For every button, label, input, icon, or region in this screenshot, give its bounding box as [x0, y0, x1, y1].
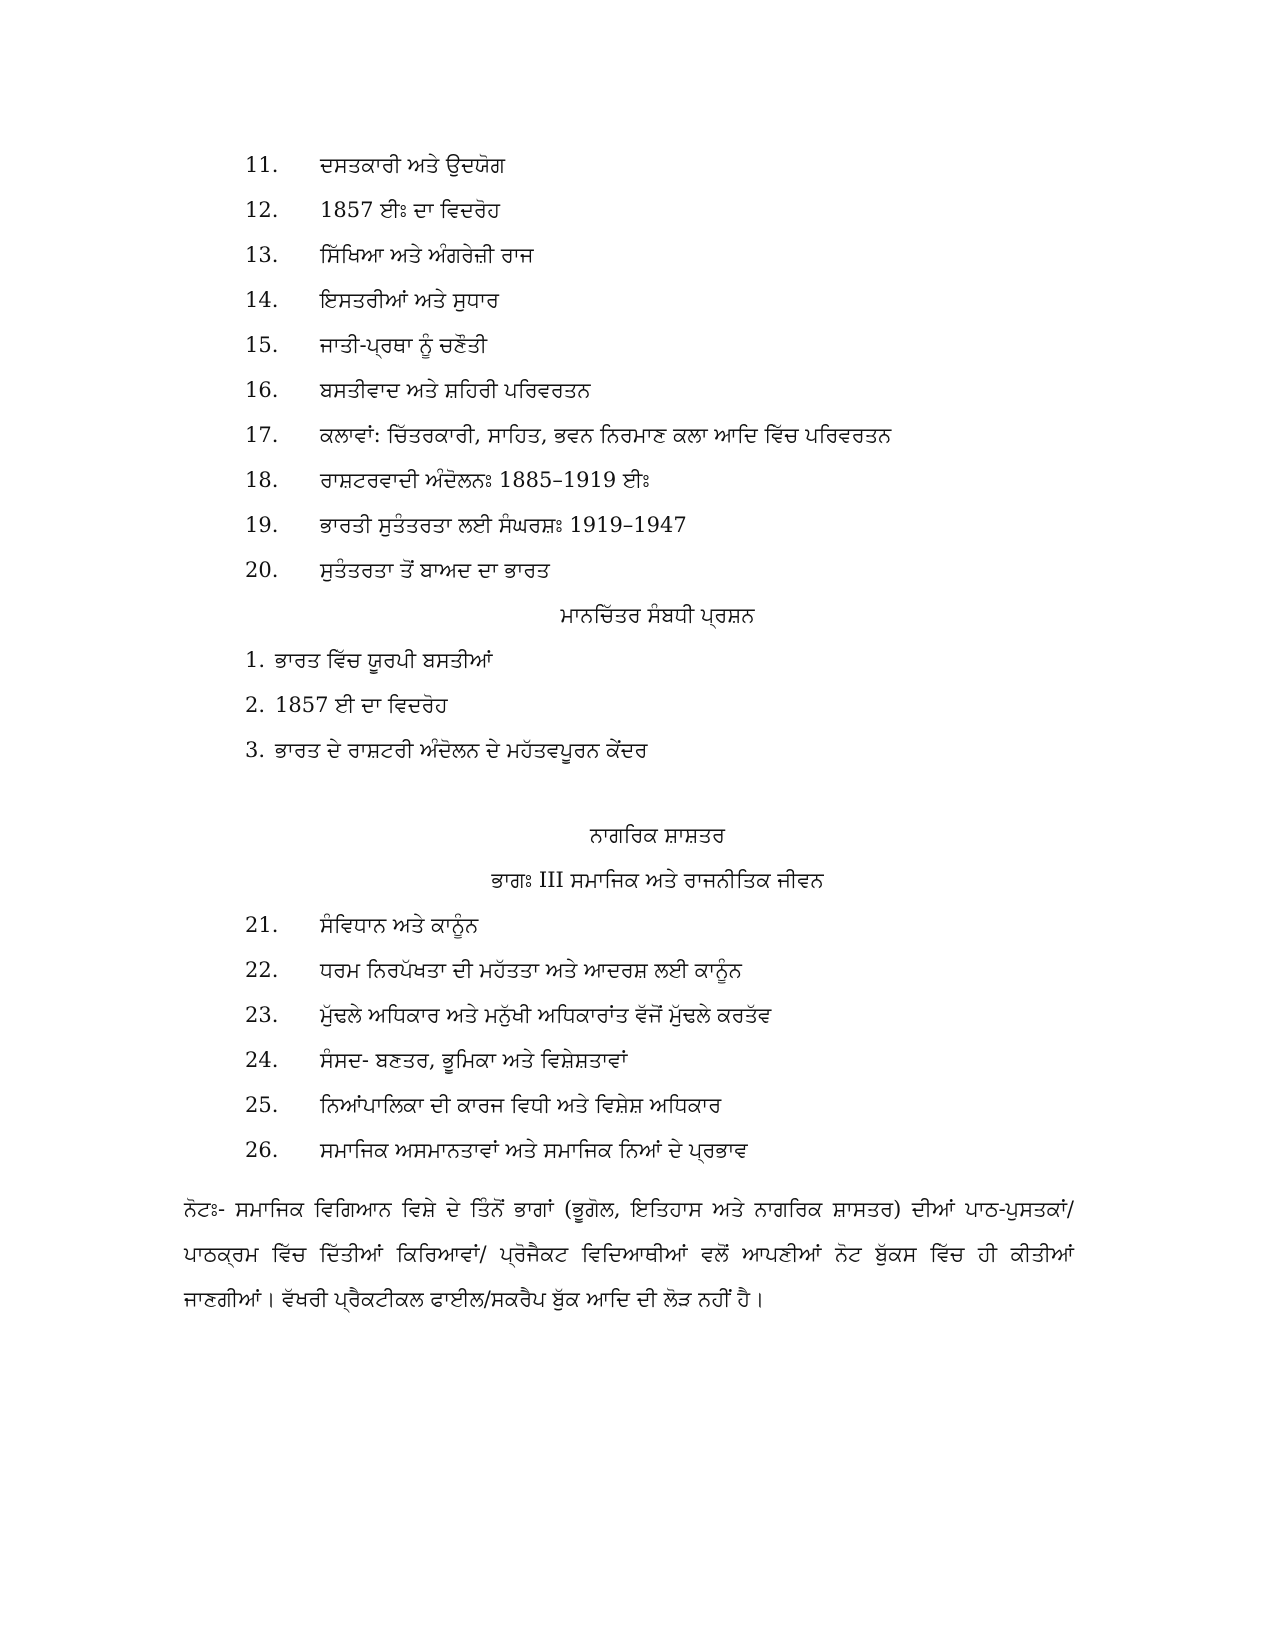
list-item-number: 14. [245, 288, 279, 312]
list-item-text: 1857 ਈਃ ਦਾ ਵਿਦਰੋਹ [320, 198, 500, 222]
list-item-text: ਸਮਾਜਿਕ ਅਸਮਾਨਤਾਵਾਂ ਅਤੇ ਸਮਾਜਿਕ ਨਿਆਂ ਦੇ ਪ੍ਰਭਾਵ [320, 1138, 748, 1162]
list-item-text: ਸਿੱਖਿਆ ਅਤੇ ਅੰਗਰੇਜ਼ੀ ਰਾਜ [320, 243, 534, 267]
list-item-number: 17. [245, 423, 279, 447]
list-item-number: 22. [245, 958, 279, 982]
list-item-number: 25. [245, 1093, 279, 1117]
list-item-number: 18. [245, 468, 279, 492]
list-item-text: ਭਾਰਤੀ ਸੁਤੰਤਰਤਾ ਲਈ ਸੰਘਰਸ਼ਃ 1919–1947 [320, 513, 687, 537]
civics-heading: ਨਾਗਰਿਕ ਸ਼ਾਸ਼ਤਰ [590, 823, 725, 847]
list-item-text: ਜਾਤੀ-ਪ੍ਰਥਾ ਨੂੰ ਚਣੌਤੀ [320, 333, 488, 357]
list-item-number: 15. [245, 333, 279, 357]
list-item-number: 12. [245, 198, 279, 222]
list-item-number: 23. [245, 1003, 279, 1027]
list-item-text: ਸੰਸਦ- ਬਣਤਰ, ਭੂਮਿਕਾ ਅਤੇ ਵਿਸ਼ੇਸ਼ਤਾਵਾਂ [320, 1048, 628, 1072]
list-item-text: ਧਰਮ ਨਿਰਪੱਖਤਾ ਦੀ ਮਹੱਤਤਾ ਅਤੇ ਆਦਰਸ਼ ਲਈ ਕਾਨੂੰਨ [320, 958, 742, 982]
list-item-text: ਕਲਾਵਾਂ: ਚਿੱਤਰਕਾਰੀ, ਸਾਹਿਤ, ਭਵਨ ਨਿਰਮਾਣ ਕਲਾ ਆਦਿ ਵਿੱਚ ਪਰਿਵਰਤਨ [320, 423, 892, 447]
list-item-number: 16. [245, 378, 279, 402]
civics-subheading: ਭਾਗਃ III ਸਮਾਜਿਕ ਅਤੇ ਰਾਜਨੀਤਿਕ ਜੀਵਨ [491, 868, 824, 892]
list-item-number: 1. [245, 648, 266, 672]
list-item-number: 24. [245, 1048, 279, 1072]
list-item-number: 19. [245, 513, 279, 537]
list-item-number: 2. [245, 693, 266, 717]
list-item-text: ਭਾਰਤ ਦੇ ਰਾਸ਼ਟਰੀ ਅੰਦੋਲਨ ਦੇ ਮਹੱਤਵਪੂਰਨ ਕੇਂਦਰ [275, 738, 648, 762]
list-item-text: ਬਸਤੀਵਾਦ ਅਤੇ ਸ਼ਹਿਰੀ ਪਰਿਵਰਤਨ [320, 378, 591, 402]
list-item-number: 11. [245, 153, 279, 177]
map-questions-heading: ਮਾਨਚਿੱਤਰ ਸੰਬਧੀ ਪ੍ਰਸ਼ਨ [560, 603, 755, 627]
list-item-number: 13. [245, 243, 279, 267]
list-item-text: ਇਸਤਰੀਆਂ ਅਤੇ ਸੁਧਾਰ [320, 288, 500, 312]
list-item-number: 20. [245, 558, 279, 582]
list-item-text: ਮੁੱਢਲੇ ਅਧਿਕਾਰ ਅਤੇ ਮਨੁੱਖੀ ਅਧਿਕਾਰਾਂਤ ਵੱਜੋਂ ਮੁੱਢਲੇ ਕਰਤੱਵ [320, 1003, 772, 1027]
list-item-text: ਨਿਆਂਪਾਲਿਕਾ ਦੀ ਕਾਰਜ ਵਿਧੀ ਅਤੇ ਵਿਸ਼ੇਸ਼ ਅਧਿਕਾਰ [320, 1093, 722, 1117]
list-item-text: ਸੰਵਿਧਾਨ ਅਤੇ ਕਾਨੂੰਨ [320, 913, 479, 937]
list-item-text: 1857 ਈ ਦਾ ਵਿਦਰੋਹ [275, 693, 448, 717]
list-item-text: ਦਸਤਕਾਰੀ ਅਤੇ ਉਦਯੋਗ [320, 153, 505, 177]
list-item-text: ਭਾਰਤ ਵਿੱਚ ਯੂਰਪੀ ਬਸਤੀਆਂ [275, 648, 493, 672]
note-paragraph: ਨੋਟਃ- ਸਮਾਜਿਕ ਵਿਗਿਆਨ ਵਿਸ਼ੇ ਦੇ ਤਿੰਨੋਂ ਭਾਗਾਂ (ਭੂਗੋਲ, ਇਤਿਹਾਸ ਅਤੇ ਨਾਗਰਿਕ ਸ਼ਾਸਤਰ) ਦੀਆਂ ਪਾਠ-ਪੁਸਤਕਾਂ/ਪਾਠਕ੍ਰਮ ਵਿੱਚ ਦਿੱਤੀਆਂ ਕਿਰਿਆਵਾਂ/ ਪ੍ਰੋਜੈਕਟ ਵਿਦਿਆਥੀਆਂ ਵਲੋਂ ਆਪਣੀਆਂ ਨੋਟ ਬੁੱਕਸ ਵਿੱਚ ਹੀ ਕੀਤੀਆਂ ਜਾਣਗੀਆਂ। ਵੱਖਰੀ ਪ੍ਰੈਕਟੀਕਲ ਫਾਈਲ/ਸਕਰੈਪ ਬੁੱਕ ਆਦਿ ਦੀ ਲੋੜ ਨਹੀਂ ਹੈ। [184, 1197, 1074, 1311]
list-item-text: ਸੁਤੰਤਰਤਾ ਤੋਂ ਬਾਅਦ ਦਾ ਭਾਰਤ [320, 558, 550, 582]
list-item-text: ਰਾਸ਼ਟਰਵਾਦੀ ਅੰਦੋਲਨਃ 1885–1919 ਈਃ [320, 468, 650, 492]
list-item-number: 3. [245, 738, 266, 762]
list-item-number: 26. [245, 1138, 279, 1162]
list-item-number: 21. [245, 913, 279, 937]
